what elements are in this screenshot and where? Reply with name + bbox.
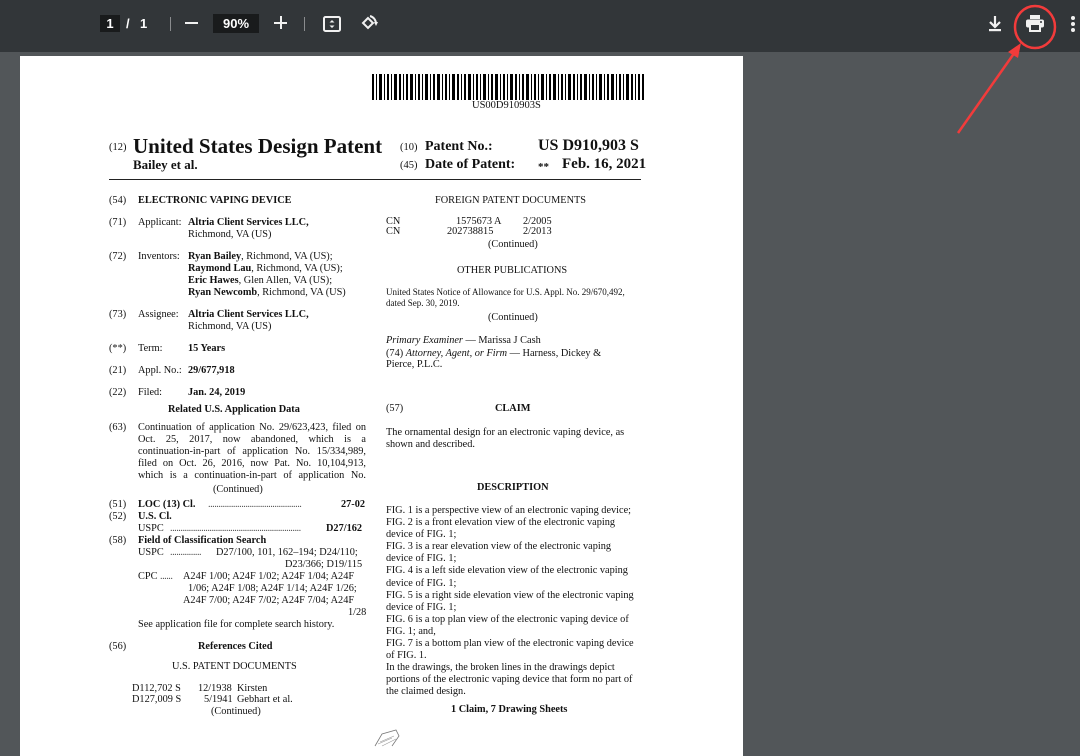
f58-uspc-line: D23/366; D19/115 — [285, 559, 363, 570]
dot-leader: ............................................. — [208, 499, 302, 510]
toolbar-divider — [304, 17, 305, 31]
attorney-label: Attorney, Agent, or Firm — [405, 348, 508, 359]
f52-sub: USPC — [138, 523, 164, 534]
page-number-input[interactable]: 1 — [100, 15, 120, 32]
inventor-location: , Richmond, VA (US); — [241, 251, 333, 262]
desc-line: device of FIG. 1; — [386, 553, 457, 565]
desc-line: FIG. 2 is a front elevation view of the electronic vaping — [386, 517, 616, 529]
desc-line: device of FIG. 1; — [386, 577, 457, 589]
f58-note: See application file for complete search history. — [138, 619, 335, 630]
inventor-3 — [188, 275, 332, 287]
f71-city: Richmond, VA (US) — [188, 229, 272, 240]
annotation-arrow-icon — [950, 0, 1070, 140]
desc-line: FIG. 1 is a perspective view of an electronic vaping device; — [386, 505, 632, 516]
f73-name: Altria Client Services LLC, — [188, 309, 309, 320]
date-stars: ** — [538, 161, 549, 173]
f63-code: (63) — [109, 422, 127, 433]
f52-label: U.S. Cl. — [138, 511, 172, 522]
f73-label: Assignee: — [138, 309, 179, 320]
us-ref-name: Gebhart et al. — [237, 694, 293, 705]
f63-line: which is a continuation-in-part of application No. — [138, 470, 366, 482]
f71-name: Altria Client Services LLC, — [188, 217, 309, 228]
inventor-1 — [188, 251, 333, 263]
dot-leader: ............................................................... — [170, 523, 301, 534]
f21-code: (21) — [109, 365, 127, 376]
patno-label: Patent No.: — [425, 139, 493, 154]
inventor-name: Ryan Newcomb — [188, 287, 258, 298]
f58-cpc-label: CPC — [138, 571, 158, 582]
desc-line: FIG. 7 is a bottom plan view of the electronic vaping device — [386, 638, 634, 650]
inventor-name: Eric Hawes — [188, 275, 239, 286]
rotate-icon[interactable] — [357, 13, 379, 35]
f73-code: (73) — [109, 309, 127, 320]
f72-label: Inventors: — [138, 251, 180, 262]
f54-code: (54) — [109, 195, 127, 206]
dot-leader: ...... — [160, 571, 173, 582]
inventor-location: , Richmond, VA (US); — [251, 263, 343, 274]
date-code: (45) — [400, 160, 418, 171]
f22-label: Filed: — [138, 387, 163, 398]
doc-code: (12) — [109, 142, 127, 153]
f63-line: Continuation of application No. 29/623,423, filed on — [138, 422, 366, 433]
header-rule — [109, 179, 641, 180]
other-continued: (Continued) — [488, 312, 538, 323]
attorney-code: (74) — [386, 348, 404, 359]
page-separator: / — [126, 16, 130, 31]
f51-label: LOC (13) Cl. — [138, 499, 196, 510]
attorney-name: — Harness, Dickey & — [507, 348, 602, 359]
claim-code: (57) — [386, 403, 404, 414]
pdf-page — [20, 56, 743, 756]
f56-code: (56) — [109, 641, 127, 652]
foreign-ref-date: 2/2013 — [523, 226, 552, 237]
f58-uspc-line: D27/100, 101, 162–194; D24/110; — [216, 547, 358, 558]
desc-line: FIG. 5 is a right side elevation view of the electronic vaping — [386, 589, 634, 601]
f51-code: (51) — [109, 499, 127, 510]
inventor-location: , Richmond, VA (US) — [257, 287, 346, 298]
inventor-4 — [188, 287, 346, 299]
f63-line: filed on Oct. 26, 2016, now Pat. No. 10,104,913, — [138, 458, 366, 470]
term-value: 15 Years — [188, 343, 226, 354]
foreign-ref-num: 1575673 A — [456, 216, 502, 227]
claims-sheets: 1 Claim, 7 Drawing Sheets — [451, 704, 568, 715]
description-body — [386, 505, 642, 699]
applicant-short: Bailey et al. — [133, 157, 198, 172]
f63-line: continuation-in-part of application No. 15/334,989, — [138, 446, 366, 458]
f58-label: Field of Classification Search — [138, 535, 267, 546]
attorney-name-cont: Pierce, P.L.C. — [386, 359, 443, 370]
f63-line: Oct. 25, 2017, now abandoned, which is a — [138, 434, 366, 446]
us-ref-num: D112,702 S — [132, 683, 181, 694]
inventor-name: Ryan Bailey — [188, 251, 242, 262]
desc-line: device of FIG. 1; — [386, 529, 457, 541]
foreign-ref-date: 2/2005 — [523, 216, 552, 227]
f22-code: (22) — [109, 387, 127, 398]
desc-line: the claimed design. — [386, 686, 466, 698]
toolbar-divider — [170, 17, 171, 31]
figure-drawing-icon — [372, 728, 402, 748]
f71-code: (71) — [109, 217, 127, 228]
us-ref-num: D127,009 S — [132, 694, 182, 705]
desc-line: FIG. 4 is a left side elevation view of the electronic vaping — [386, 565, 628, 577]
f73-city: Richmond, VA (US) — [188, 321, 272, 332]
f21-value: 29/677,918 — [188, 365, 235, 376]
f51-value: 27-02 — [341, 499, 366, 510]
pdf-toolbar — [0, 0, 1080, 52]
foreign-continued: (Continued) — [488, 239, 538, 250]
term-label: Term: — [138, 343, 163, 354]
date-label: Date of Patent: — [425, 157, 516, 172]
patno-code: (10) — [400, 142, 418, 153]
patno-value: US D910,903 S — [538, 137, 639, 154]
zoom-out-icon[interactable] — [185, 22, 198, 24]
f71-label: Applicant: — [138, 217, 182, 228]
other-line: United States Notice of Allowance for U.S. Appl. No. 29/670,492, — [386, 287, 625, 297]
f58-cpc-line: 1/28 — [348, 607, 367, 618]
fit-page-icon[interactable] — [322, 14, 342, 34]
foreign-ref-num: 202738815 — [447, 226, 494, 237]
examiner-name: — Marissa J Cash — [462, 335, 541, 346]
desc-line: FIG. 3 is a rear elevation view of the electronic vaping — [386, 541, 612, 553]
inventor-location: , Glen Allen, VA (US); — [238, 275, 333, 286]
f63-body — [138, 422, 366, 482]
f58-code: (58) — [109, 535, 127, 546]
term-code: (**) — [109, 343, 127, 354]
related-heading: Related U.S. Application Data — [168, 404, 300, 415]
inventor-name: Raymond Lau — [188, 263, 252, 274]
refs-continued: (Continued) — [211, 706, 261, 717]
f54-title: ELECTRONIC VAPING DEVICE — [138, 195, 292, 206]
barcode-icon — [372, 74, 644, 100]
f52-value: D27/162 — [326, 523, 363, 534]
claim-text: shown and described. — [386, 439, 475, 450]
f58-cpc-line: A24F 1/00; A24F 1/02; A24F 1/04; A24F — [183, 571, 355, 582]
desc-line: of FIG. 1. — [386, 650, 427, 662]
f63-continued: (Continued) — [213, 484, 263, 495]
claim-heading: CLAIM — [495, 403, 531, 414]
examiner-label: Primary Examiner — [386, 335, 463, 346]
foreign-ref-cc: CN — [386, 226, 401, 237]
patent-title: United States Design Patent — [133, 134, 383, 158]
desc-line: portions of the electronic vaping device that form no part of — [386, 674, 633, 686]
other-heading: OTHER PUBLICATIONS — [457, 265, 568, 276]
desc-heading: DESCRIPTION — [477, 482, 549, 493]
desc-line: In the drawings, the broken lines in the drawings depict — [386, 662, 615, 674]
f22-value: Jan. 24, 2019 — [188, 387, 246, 398]
f58-uspc-label: USPC — [138, 547, 164, 558]
f56-label: References Cited — [198, 641, 273, 652]
zoom-level-input[interactable]: 90% — [213, 14, 259, 33]
us-ref-name: Kirsten — [237, 683, 268, 694]
other-line: dated Sep. 30, 2019. — [386, 298, 460, 308]
foreign-heading: FOREIGN PATENT DOCUMENTS — [435, 195, 587, 206]
dot-leader: ............... — [170, 547, 202, 558]
us-ref-date: 12/1938 — [198, 683, 232, 694]
date-value: Feb. 16, 2021 — [562, 156, 647, 172]
zoom-in-icon[interactable] — [272, 14, 289, 31]
desc-line: device of FIG. 1; — [386, 601, 457, 613]
f58-cpc-line: 1/06; A24F 1/08; A24F 1/14; A24F 1/26; — [188, 583, 357, 594]
f52-code: (52) — [109, 511, 127, 522]
desc-line: FIG. 1; and, — [386, 625, 436, 637]
us-ref-date: 5/1941 — [204, 694, 233, 705]
claim-text: The ornamental design for an electronic vaping device, as — [386, 427, 625, 438]
foreign-ref-cc: CN — [386, 216, 401, 227]
f58-cpc-line: A24F 7/00; A24F 7/02; A24F 7/04; A24F — [183, 595, 355, 606]
f21-label: Appl. No.: — [138, 365, 182, 376]
f72-code: (72) — [109, 251, 127, 262]
page-total: 1 — [140, 16, 148, 31]
desc-line: FIG. 6 is a top plan view of the electronic vaping device of — [386, 613, 629, 625]
inventor-2 — [188, 263, 343, 275]
usdocs-heading: U.S. PATENT DOCUMENTS — [172, 661, 297, 672]
barcode-number: US00D910903S — [472, 100, 541, 111]
